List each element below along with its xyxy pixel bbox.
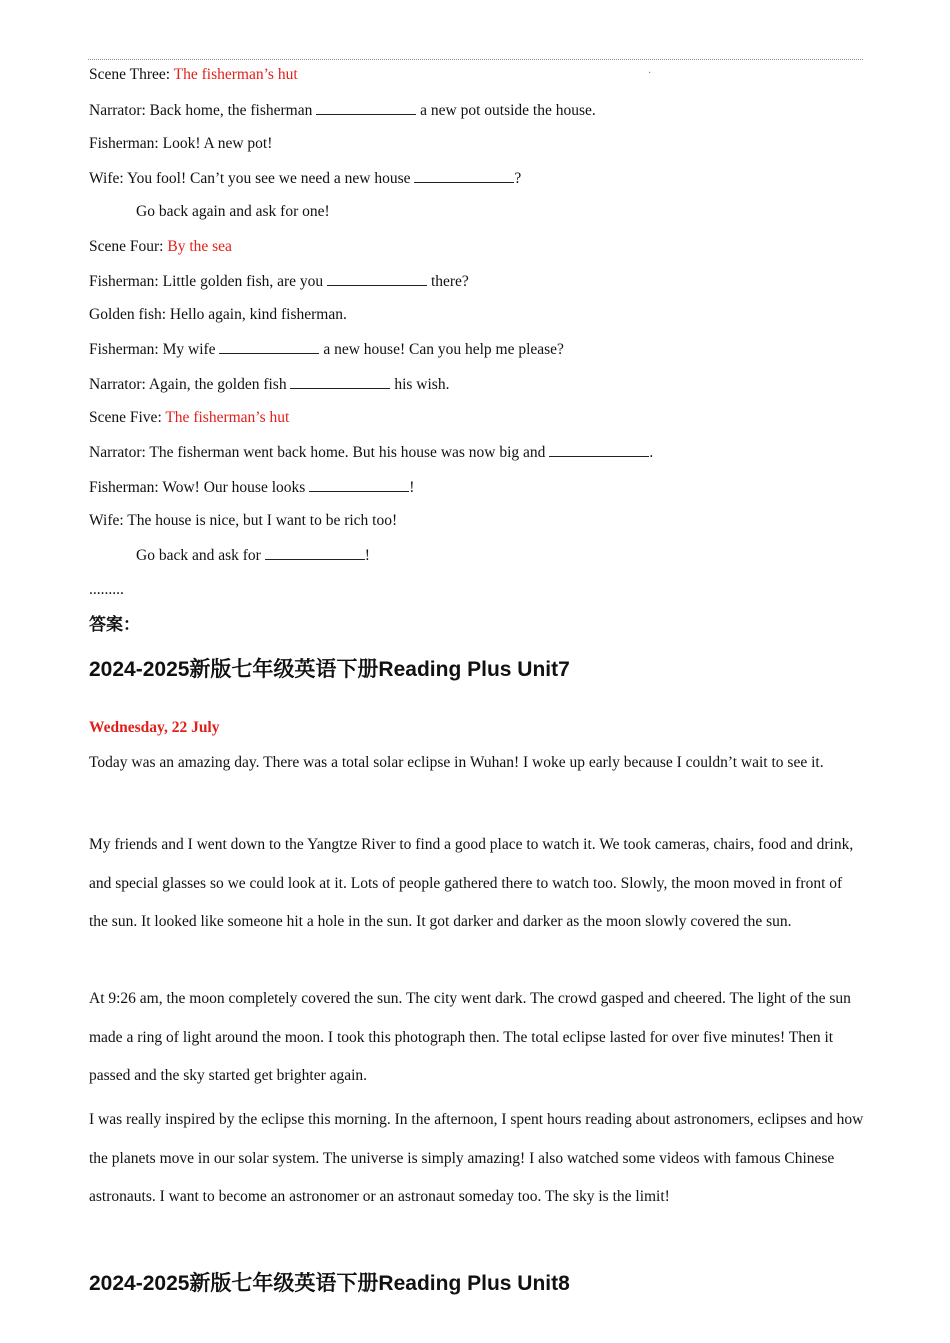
blank-field[interactable]: [327, 271, 427, 286]
fisherman-line: [89, 477, 414, 498]
narrator-line: [89, 442, 653, 463]
blank-field[interactable]: [265, 545, 365, 560]
blank-field[interactable]: [290, 374, 390, 389]
wife-line-continued: Go back again and ask for one!: [136, 203, 330, 220]
blank-field[interactable]: [309, 477, 409, 492]
wife-line: Wife: The house is nice, but I want to be rich too!: [89, 512, 398, 529]
text: ?: [514, 170, 522, 187]
blank-field[interactable]: [414, 168, 514, 183]
text: Narrator: The fisherman went back home. But his house was now big and: [89, 444, 550, 461]
text: Go back and ask for: [136, 547, 265, 564]
text: there?: [427, 273, 469, 290]
wife-line: [89, 168, 521, 189]
wife-line-continued: [136, 545, 370, 566]
text: a new pot outside the house.: [416, 102, 596, 119]
paragraph-1: Today was an amazing day. There was a total solar eclipse in Wuhan! I woke up early because I couldn’t wait to see it.: [89, 754, 824, 771]
scene-place: By the sea: [167, 238, 232, 255]
paragraph-4: I was really inspired by the eclipse this morning. In the afternoon, I spent hours reading about astronomers, eclipses and how the planets move in our solar system. The universe is simply amazing! I also watched some videos with famous Chinese astronauts. I want to become an astronomer or an astronaut someday too. The sky is the limit!: [89, 1111, 864, 1205]
text: Fisherman: Wow! Our house looks: [89, 479, 310, 496]
scene-label: Scene Four:: [89, 238, 168, 255]
text: a new house! Can you help me please?: [319, 341, 564, 358]
scene-five-title: [89, 408, 289, 428]
fisherman-line: [89, 339, 564, 360]
answer-label: 答案：: [89, 615, 140, 635]
paragraph-3: At 9:26 am, the moon completely covered the sun. The city went dark. The crowd gasped and cheered. The light of the sun made a ring of light around the moon. I took this photograph then. The total eclipse lasted for over five minutes! Then it passed and the sky started get brighter again.: [89, 990, 851, 1084]
header-dot: ·: [648, 68, 652, 79]
text: Narrator: Back home, the fisherman: [89, 102, 317, 119]
scene-label: Scene Three:: [89, 66, 174, 83]
ellipsis: .........: [89, 581, 124, 598]
blank-field[interactable]: [549, 442, 649, 457]
text: Fisherman: My wife: [89, 341, 220, 358]
paragraph-2: My friends and I went down to the Yangtze River to find a good place to watch it. We took cameras, chairs, food and drink, and special glasses so we could look at it. Lots of people gathered there to watch too. Slowly, the moon moved in front of the sun. It looked like someone hit a hole in the sun. It got darker and darker as the moon slowly covered the sun.: [89, 836, 854, 930]
scene-label: Scene Five:: [89, 409, 166, 426]
header-rule: [88, 59, 863, 60]
scene-place: The fisherman’s hut: [165, 409, 290, 426]
text: Wife: You fool! Can’t you see we need a new house: [89, 170, 415, 187]
text: .: [649, 444, 654, 461]
diary-date: Wednesday, 22 July: [89, 719, 220, 736]
scene-place: The fisherman’s hut: [173, 66, 298, 83]
scene-three-title: [89, 65, 298, 85]
blank-field[interactable]: [219, 339, 319, 354]
unit7-heading: 2024-2025新版七年级英语下册Reading Plus Unit7: [89, 658, 570, 681]
narrator-line: [89, 100, 596, 121]
fisherman-line: Fisherman: Look! A new pot!: [89, 135, 273, 152]
text: Fisherman: Little golden fish, are you: [89, 273, 328, 290]
text: Narrator: Again, the golden fish: [89, 376, 291, 393]
golden-fish-line: Golden fish: Hello again, kind fisherman.: [89, 306, 347, 323]
fisherman-line: [89, 271, 469, 292]
blank-field[interactable]: [316, 100, 416, 115]
text: his wish.: [390, 376, 450, 393]
text: !: [409, 479, 415, 496]
unit8-heading: 2024-2025新版七年级英语下册Reading Plus Unit8: [89, 1272, 570, 1295]
scene-four-title: [89, 237, 232, 257]
narrator-line: [89, 374, 449, 395]
text: !: [364, 547, 370, 564]
